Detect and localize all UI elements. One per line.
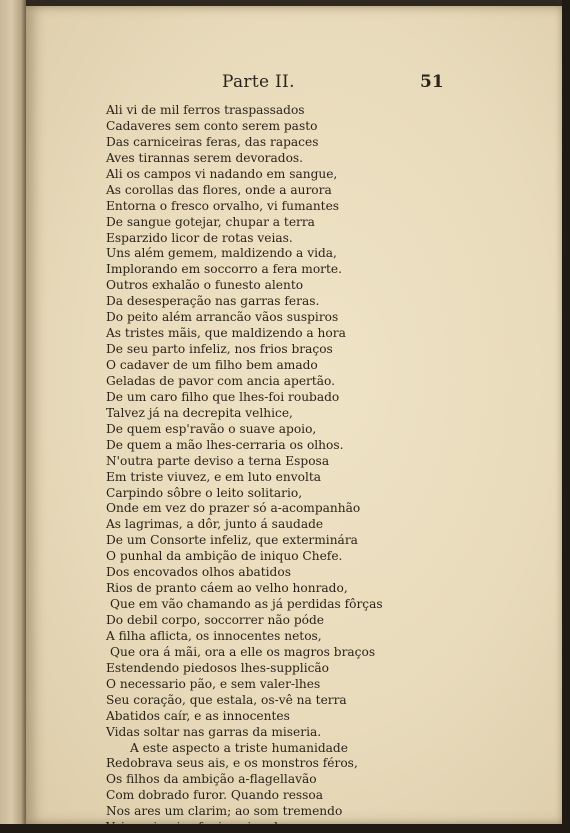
verse-line: Uns além gemem, maldizendo a vida, [106, 246, 337, 261]
verse-line: Da desesperação nas garras feras. [106, 294, 320, 309]
poem-verse [106, 103, 546, 833]
verse-line: Abatidos caír, e as innocentes [106, 708, 290, 723]
verse-line: Nos ares um clarim; ao som tremendo [106, 804, 343, 819]
verse-line: Em triste viuvez, e em luto envolta [106, 469, 322, 484]
verse-line: Os filhos da ambição a-flagellavão [106, 772, 317, 787]
verse-line: A filha aflicta, os innocentes netos, [106, 628, 322, 643]
verse-line: De quem a mão lhes-cerraria os olhos. [106, 437, 344, 452]
verse-line: Onde em vez do prazer só a-acompanhão [106, 501, 361, 516]
page-number: 51 [420, 72, 444, 92]
verse-line: Vidas soltar nas garras da miseria. [106, 724, 322, 739]
verse-line: As corollas das flores, onde a aurora [106, 182, 332, 197]
verse-line: Seu coração, que estala, os-vê na terra [106, 692, 347, 707]
running-head: Parte II. [222, 72, 295, 92]
verse-line: Talvez já na decrepita velhice, [106, 405, 293, 420]
verse-line: N'outra parte deviso a terna Esposa [106, 453, 330, 468]
verse-line: Redobrava seus ais, e os monstros féros, [106, 756, 358, 771]
verse-line-paragraph-start: A este aspecto a triste humanidade [130, 740, 348, 755]
verse-line: O cadaver de um filho bem amado [106, 358, 318, 372]
verse-line: Aves tirannas serem devorados. [106, 150, 304, 165]
verse-line: De sangue gotejar, chupar a terra [106, 214, 315, 229]
verse-line: Estendendo piedosos lhes-supplicão [106, 660, 330, 675]
book-gutter [0, 0, 26, 833]
verse-line: De seu parto infeliz, nos frios braços [106, 342, 333, 357]
verse-line: Do peito além arrancão vãos suspiros [106, 310, 339, 325]
page-header [26, 72, 563, 98]
verse-line: O punhal da ambição de iniquo Chefe. [106, 549, 343, 564]
verse-line: Outros exhalão o funesto alento [106, 278, 304, 293]
verse-line: As lagrimas, a dôr, junto á saudade [106, 517, 324, 532]
verse-line: Ali vi de mil ferros traspassados [106, 103, 305, 117]
verse-line: Carpindo sôbre o leito solitario, [106, 485, 303, 500]
verse-line: Cadaveres sem conto serem pasto [106, 118, 318, 133]
verse-line: De um caro filho que lhes-foi roubado [106, 389, 340, 404]
verse-line: Entorna o fresco orvalho, vi fumantes [106, 198, 340, 213]
verse-line: De quem esp'ravão o suave apoio, [106, 421, 317, 436]
verse-line: Que em vão chamando as já perdidas fôrças [110, 597, 383, 612]
verse-line: Implorando em soccorro a fera morte. [106, 262, 342, 277]
verse-line: De um Consorte infeliz, que exterminára [106, 533, 358, 548]
scan-right-border [562, 0, 570, 833]
verse-line: Ali os campos vi nadando em sangue, [106, 166, 338, 181]
verse-line: Esparzido licor de rotas veias. [106, 230, 293, 245]
verse-line: O necessario pão, e sem valer-lhes [106, 676, 321, 691]
verse-line: Do debil corpo, soccorrer não póde [106, 613, 324, 627]
verse-line: Das carniceiras feras, das rapaces [106, 134, 319, 149]
scan-bottom-border [0, 824, 570, 833]
verse-line: Geladas de pavor com ancia apertão. [106, 373, 336, 388]
verse-line: As tristes mãis, que maldizendo a hora [106, 326, 346, 341]
verse-line: Rios de pranto cáem ao velho honrado, [106, 581, 348, 596]
verse-line: Com dobrado furor. Quando ressoa [106, 788, 324, 803]
verse-line: Que ora á mãi, ora a elle os magros braços [110, 644, 376, 659]
verse-line: Dos encovados olhos abatidos [106, 565, 291, 580]
page-sheet [26, 6, 563, 824]
